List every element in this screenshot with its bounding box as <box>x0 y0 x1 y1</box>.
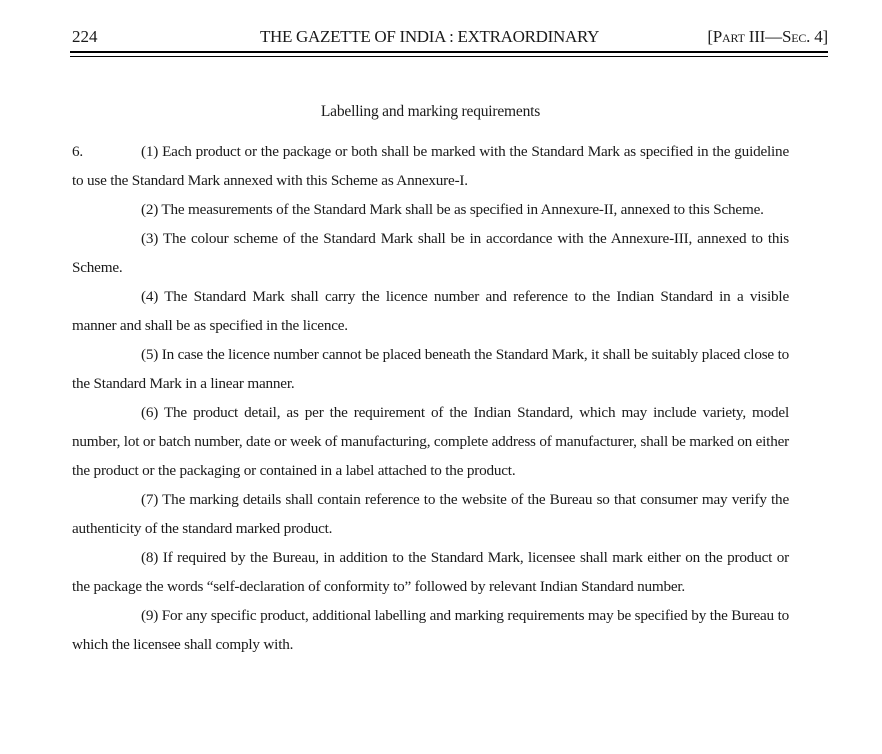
section-number: 6. <box>72 143 83 160</box>
clause-paragraph-5: (5) In case the licence number cannot be placed beneath the Standard Mark, it shall be suitably placed close to the Standard Mark in a linear manner. <box>72 346 789 392</box>
clause-paragraph-2: (2) The measurements of the Standard Mark shall be as specified in Annexure-II, annexed to this Scheme. <box>141 201 764 218</box>
header-rule <box>70 51 828 57</box>
clause-paragraph-9: (9) For any specific product, additional labelling and marking requirements may be specified by the Bureau to which the licensee shall comply with. <box>72 607 789 653</box>
section-heading: Labelling and marking requirements <box>320 103 541 120</box>
clause-text-1: (1) Each product or the package or both shall be marked with the Standard Mark as specified in the guideline to use the Standard Mark annexed with this Scheme as Annexure-I. <box>72 143 789 189</box>
page-number: 224 <box>72 27 98 46</box>
document-body <box>72 101 789 659</box>
journal-title: THE GAZETTE OF INDIA : EXTRAORDINARY <box>259 27 600 46</box>
clause-paragraph-8: (8) If required by the Bureau, in addition to the Standard Mark, licensee shall mark either on the product or the package the words “self-declaration of conformity to” followed by relevant Indian Standard number. <box>72 549 789 595</box>
clause-paragraph-4: (4) The Standard Mark shall carry the licence number and reference to the Indian Standard in a visible manner and shall be as specified in the licence. <box>72 288 789 334</box>
clause-paragraph-1 <box>72 137 789 195</box>
clause-paragraph-3: (3) The colour scheme of the Standard Mark shall be in accordance with the Annexure-III, annexed to this Scheme. <box>72 230 789 276</box>
clause-paragraph-7: (7) The marking details shall contain reference to the website of the Bureau so that consumer may verify the authenticity of the standard marked product. <box>72 491 789 537</box>
part-section-label: [Part III—Sec. 4] <box>707 27 828 46</box>
page-header <box>70 27 828 47</box>
clause-paragraph-6: (6) The product detail, as per the requirement of the Indian Standard, which may include variety, model number, lot or batch number, date or week of manufacturing, complete address of manufacturer, shall be marked on either the product or the packaging or contained in a label attached to the product. <box>72 404 789 479</box>
